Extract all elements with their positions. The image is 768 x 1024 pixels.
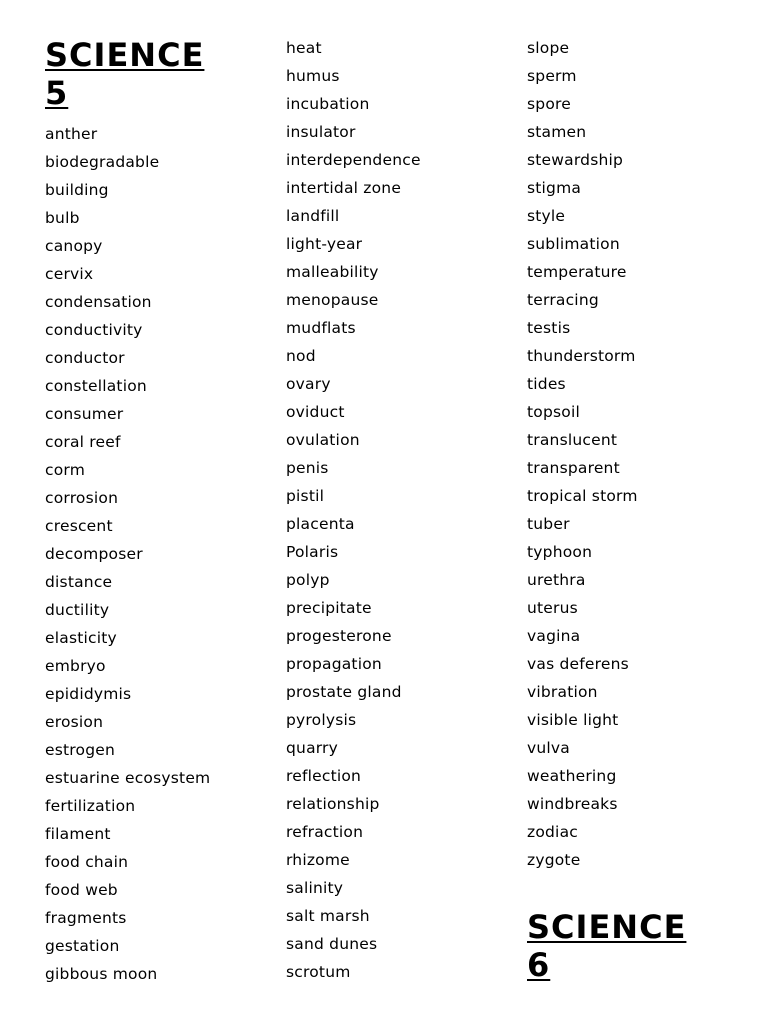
vocabulary-word: pistil <box>286 487 325 505</box>
vocabulary-word: food web <box>45 881 118 899</box>
vocabulary-word: stigma <box>527 179 582 197</box>
heading-science-5: SCIENCE 5 <box>45 36 205 112</box>
vocabulary-word: visible light <box>527 711 619 729</box>
vocabulary-word: topsoil <box>527 403 580 421</box>
vocabulary-word: incubation <box>286 95 370 113</box>
vocabulary-word: anther <box>45 125 98 143</box>
vocabulary-word: canopy <box>45 237 103 255</box>
vocabulary-word: zodiac <box>527 823 578 841</box>
vocabulary-word: windbreaks <box>527 795 618 813</box>
vocabulary-word: corrosion <box>45 489 119 507</box>
vocabulary-word: elasticity <box>45 629 117 647</box>
vocabulary-word: fragments <box>45 909 127 927</box>
word-column-2 <box>286 34 516 986</box>
vocabulary-word: gibbous moon <box>45 965 158 983</box>
vocabulary-word: typhoon <box>527 543 593 561</box>
vocabulary-word: stamen <box>527 123 587 141</box>
vocabulary-word: precipitate <box>286 599 372 617</box>
vocabulary-word: progesterone <box>286 627 392 645</box>
vocabulary-word: coral reef <box>45 433 121 451</box>
vocabulary-word: crescent <box>45 517 113 535</box>
vocabulary-word: vas deferens <box>527 655 629 673</box>
vocabulary-word: biodegradable <box>45 153 160 171</box>
vocabulary-word: zygote <box>527 851 581 869</box>
vocabulary-word: urethra <box>527 571 586 589</box>
vocabulary-word: ovulation <box>286 431 360 449</box>
vocabulary-word: vulva <box>527 739 570 757</box>
vocabulary-word: spore <box>527 95 571 113</box>
vocabulary-word: erosion <box>45 713 104 731</box>
vocabulary-word: rhizome <box>286 851 350 869</box>
vocabulary-word: propagation <box>286 655 382 673</box>
vocabulary-word: style <box>527 207 566 225</box>
vocabulary-word: food chain <box>45 853 129 871</box>
vocabulary-word: bulb <box>45 209 80 227</box>
vocabulary-word: oviduct <box>286 403 345 421</box>
vocabulary-word: cervix <box>45 265 94 283</box>
word-list-3 <box>527 34 757 874</box>
vocabulary-word: corm <box>45 461 86 479</box>
vocabulary-word: estuarine ecosystem <box>45 769 211 787</box>
word-list-1 <box>45 120 275 988</box>
vocabulary-word: refraction <box>286 823 364 841</box>
vocabulary-word: distance <box>45 573 113 591</box>
vocabulary-word: quarry <box>286 739 339 757</box>
vocabulary-word: ovary <box>286 375 331 393</box>
vocabulary-word: ductility <box>45 601 110 619</box>
vocabulary-word: humus <box>286 67 340 85</box>
vocabulary-word: reflection <box>286 767 362 785</box>
word-list-2 <box>286 34 516 986</box>
vocabulary-word: thunderstorm <box>527 347 636 365</box>
vocabulary-word: malleability <box>286 263 379 281</box>
vocabulary-word: translucent <box>527 431 618 449</box>
vocabulary-word: weathering <box>527 767 617 785</box>
vocabulary-word: menopause <box>286 291 379 309</box>
heading-science-6: SCIENCE 6 <box>527 908 687 984</box>
vocabulary-word: temperature <box>527 263 627 281</box>
vocabulary-word: vagina <box>527 627 581 645</box>
vocabulary-word: salt marsh <box>286 907 370 925</box>
vocabulary-word: penis <box>286 459 329 477</box>
vocabulary-word: sublimation <box>527 235 620 253</box>
vocabulary-word: light-year <box>286 235 363 253</box>
vocabulary-word: estrogen <box>45 741 116 759</box>
vocabulary-word: pyrolysis <box>286 711 357 729</box>
vocabulary-word: insulator <box>286 123 356 141</box>
word-column-3 <box>527 34 757 984</box>
vocabulary-word: decomposer <box>45 545 143 563</box>
vocabulary-word: vibration <box>527 683 598 701</box>
vocabulary-word: epididymis <box>45 685 132 703</box>
vocabulary-word: sperm <box>527 67 577 85</box>
vocabulary-word: intertidal zone <box>286 179 402 197</box>
vocabulary-word: embryo <box>45 657 106 675</box>
vocabulary-word: prostate gland <box>286 683 402 701</box>
vocabulary-word: uterus <box>527 599 578 617</box>
vocabulary-word: conductivity <box>45 321 143 339</box>
vocabulary-word: landfill <box>286 207 340 225</box>
vocabulary-word: consumer <box>45 405 124 423</box>
vocabulary-word: heat <box>286 39 322 57</box>
vocabulary-word: constellation <box>45 377 147 395</box>
vocabulary-word: Polaris <box>286 543 339 561</box>
vocabulary-word: terracing <box>527 291 599 309</box>
vocabulary-word: scrotum <box>286 963 351 981</box>
vocabulary-word: placenta <box>286 515 355 533</box>
vocabulary-word: filament <box>45 825 111 843</box>
vocabulary-word: condensation <box>45 293 152 311</box>
vocabulary-word: nod <box>286 347 316 365</box>
vocabulary-word: sand dunes <box>286 935 378 953</box>
vocabulary-word: gestation <box>45 937 120 955</box>
vocabulary-word: conductor <box>45 349 125 367</box>
vocabulary-word: tides <box>527 375 566 393</box>
vocabulary-word: transparent <box>527 459 620 477</box>
vocabulary-word: building <box>45 181 109 199</box>
vocabulary-word: slope <box>527 39 570 57</box>
vocabulary-word: tropical storm <box>527 487 638 505</box>
vocabulary-word: relationship <box>286 795 380 813</box>
vocabulary-word: tuber <box>527 515 570 533</box>
vocabulary-word: mudflats <box>286 319 356 337</box>
vocabulary-word: salinity <box>286 879 344 897</box>
vocabulary-word: testis <box>527 319 571 337</box>
word-column-1 <box>45 34 275 988</box>
vocabulary-word: stewardship <box>527 151 624 169</box>
vocabulary-word: fertilization <box>45 797 136 815</box>
vocabulary-word: polyp <box>286 571 330 589</box>
vocabulary-word: interdependence <box>286 151 421 169</box>
